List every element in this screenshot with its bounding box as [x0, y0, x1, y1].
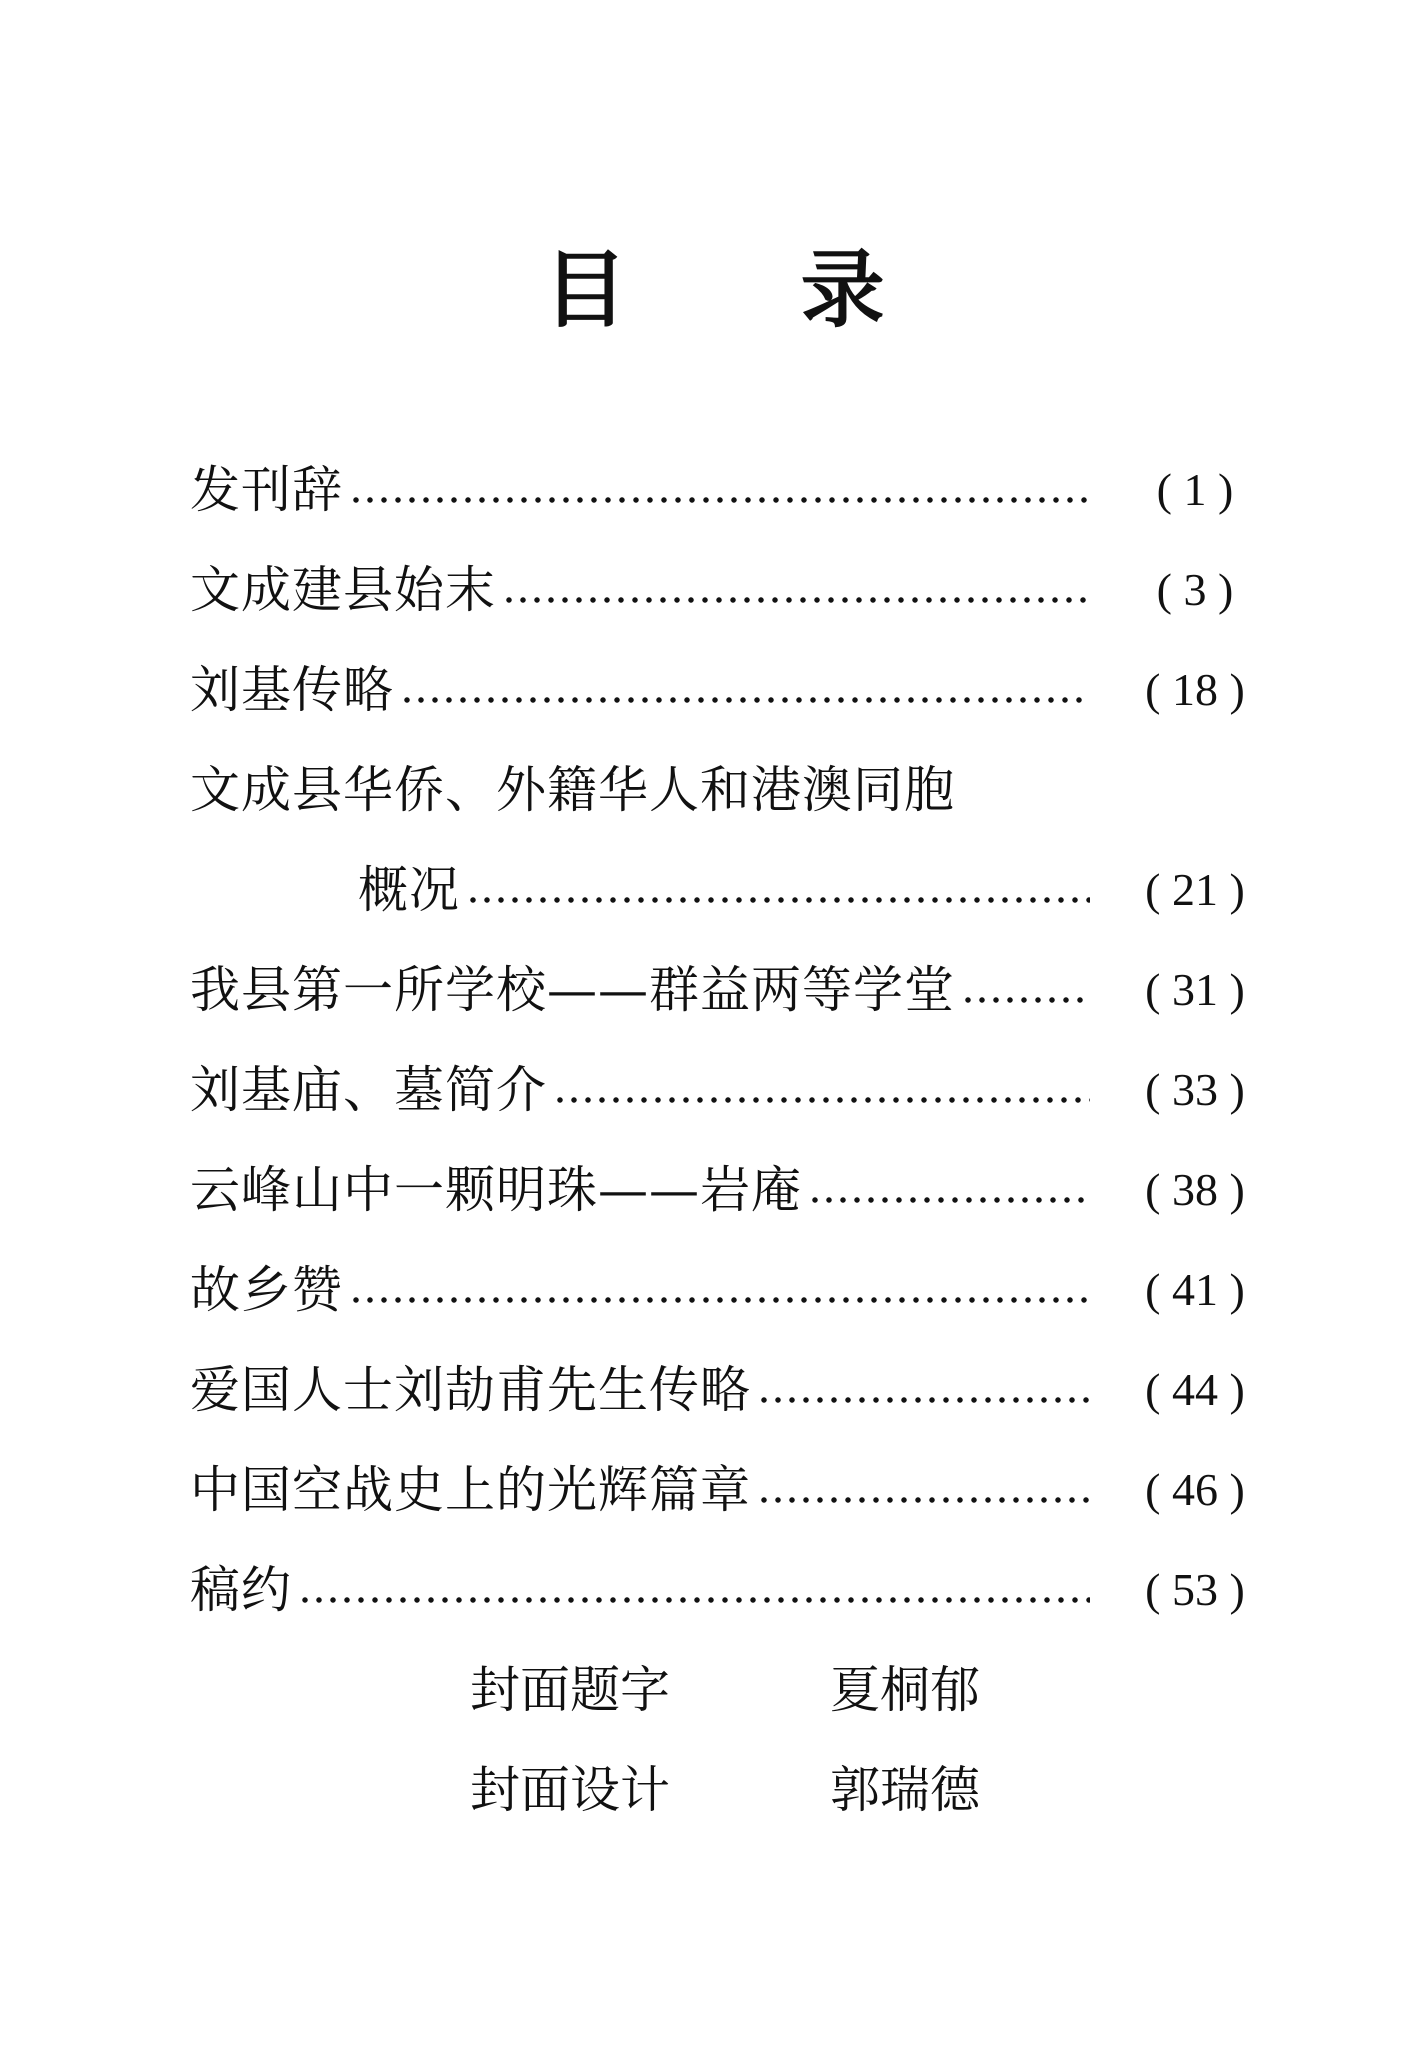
leader-dots	[961, 955, 1090, 1025]
leader-dots	[400, 655, 1090, 725]
toc-entry-page: ( 44 )	[1145, 1364, 1245, 1415]
toc-entry-title: 刘基庙、墓简介	[190, 1061, 547, 1119]
toc-entry-page: ( 18 )	[1145, 664, 1245, 715]
toc-entry[interactable]	[190, 455, 1270, 525]
toc-entry-page: ( 46 )	[1145, 1464, 1245, 1515]
credit-name: 夏桐郁	[830, 1661, 980, 1719]
toc-entry[interactable]	[190, 1055, 1270, 1125]
toc-entry-continuation[interactable]	[190, 855, 1270, 925]
toc-entry[interactable]	[190, 1155, 1270, 1225]
leader-dots	[757, 1455, 1090, 1525]
leader-dots	[553, 1055, 1090, 1125]
credit-row	[470, 1755, 1070, 1825]
toc-entry-title: 文成县华侨、外籍华人和港澳同胞	[190, 761, 955, 819]
toc-entry-title: 爱国人士刘劼甫先生传略	[190, 1361, 751, 1419]
toc-entry[interactable]	[190, 755, 1270, 825]
leader-dots	[757, 1355, 1090, 1425]
toc-entry-title: 中国空战史上的光辉篇章	[190, 1461, 751, 1519]
leader-dots	[808, 1155, 1090, 1225]
toc-entry-page: ( 38 )	[1145, 1164, 1245, 1215]
toc-entry-page: ( 31 )	[1145, 964, 1245, 1015]
toc-entry-title: 刘基传略	[190, 661, 394, 719]
toc-entry-page: ( 1 )	[1156, 464, 1234, 515]
toc-entry[interactable]	[190, 555, 1270, 625]
toc-entry-title: 文成建县始末	[190, 561, 496, 619]
toc-entry-title: 稿约	[190, 1561, 292, 1619]
toc-entry-title: 我县第一所学校——群益两等学堂	[190, 961, 955, 1019]
credit-label: 封面设计	[470, 1761, 670, 1819]
toc-entry[interactable]	[190, 1555, 1270, 1625]
toc-entry[interactable]	[190, 655, 1270, 725]
toc-entry-page: ( 3 )	[1156, 564, 1234, 615]
credit-row	[470, 1655, 1070, 1725]
credit-label: 封面题字	[470, 1661, 670, 1719]
toc-entry-page: ( 21 )	[1145, 864, 1245, 915]
toc-entry[interactable]	[190, 1255, 1270, 1325]
leader-dots	[466, 855, 1090, 925]
toc-entry-title: 故乡赞	[190, 1261, 343, 1319]
toc-entry[interactable]	[190, 1455, 1270, 1525]
toc-entry-page: ( 33 )	[1145, 1064, 1245, 1115]
toc-entry-page: ( 41 )	[1145, 1264, 1245, 1315]
page-title: 目 录	[543, 241, 957, 339]
leader-dots	[349, 1255, 1090, 1325]
toc-entry-page: ( 53 )	[1145, 1564, 1245, 1615]
toc-entry[interactable]	[190, 955, 1270, 1025]
toc-entry-title-continuation: 概况	[358, 861, 460, 919]
credit-name: 郭瑞德	[830, 1761, 980, 1819]
toc-entry-title: 发刊辞	[190, 461, 343, 519]
toc-entry-title: 云峰山中一颗明珠——岩庵	[190, 1161, 802, 1219]
leader-dots	[502, 555, 1090, 625]
toc-entry[interactable]	[190, 1355, 1270, 1425]
leader-dots	[349, 455, 1090, 525]
leader-dots	[298, 1555, 1090, 1625]
